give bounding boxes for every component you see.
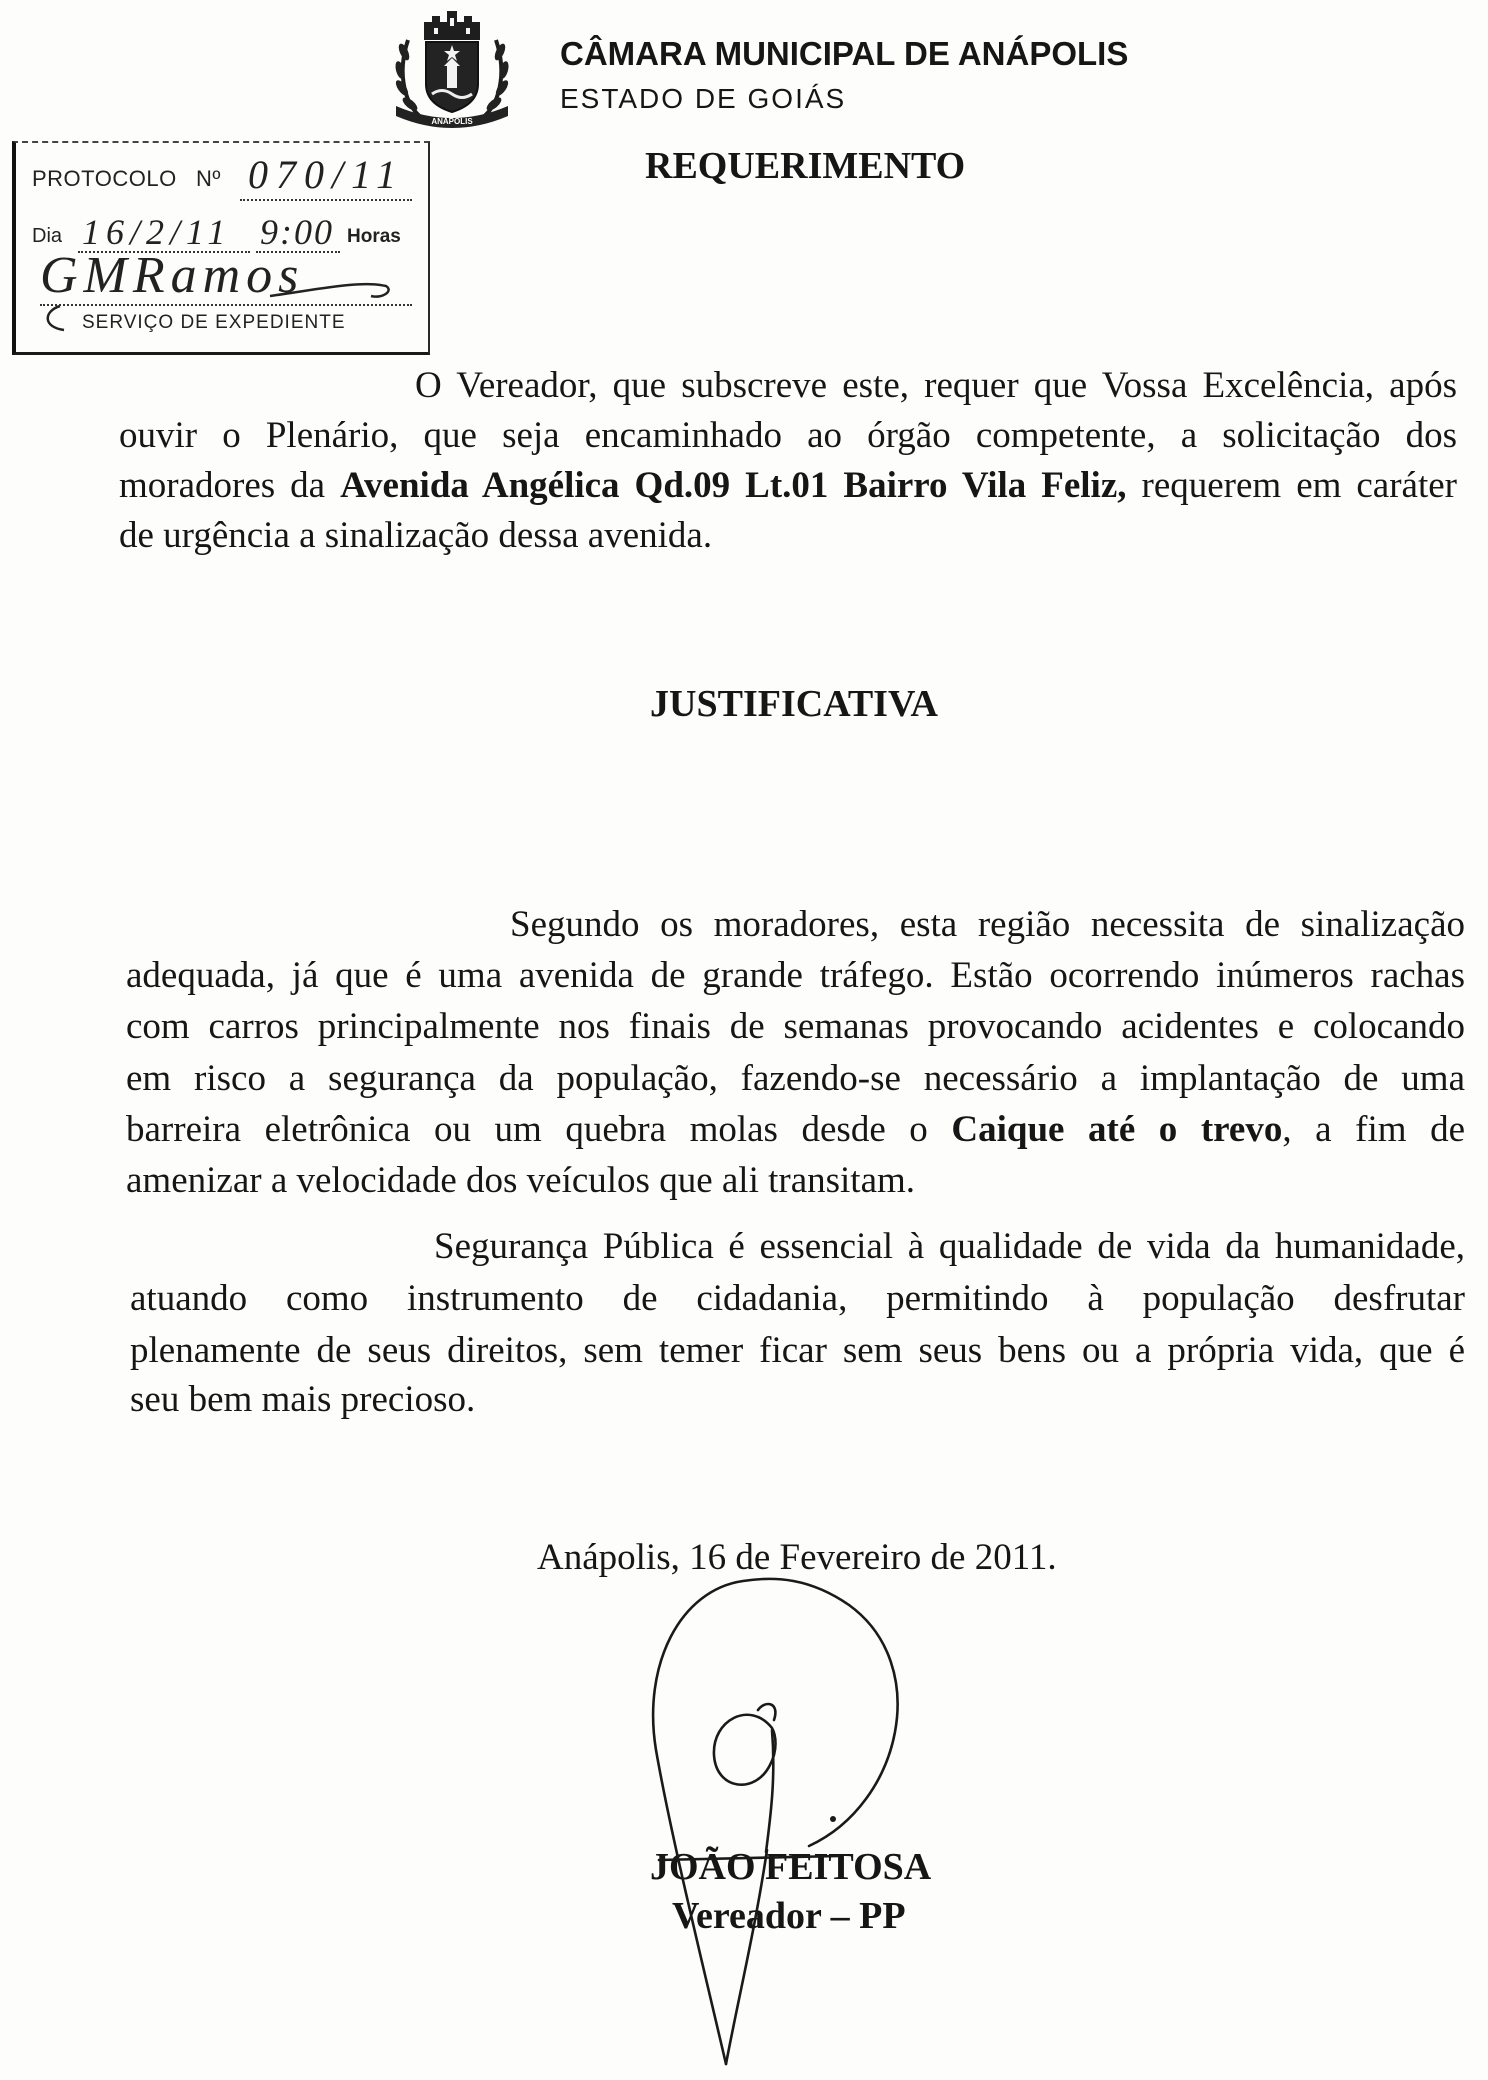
location-text: Caique até o trevo: [951, 1109, 1283, 1150]
justification-line: Segurança Pública é essencial à qualidade de vida da humanidade,: [434, 1226, 1465, 1267]
signer-role: Vereador – PP: [672, 1895, 906, 1937]
protocol-label: PROTOCOLO: [32, 166, 177, 191]
justification-text: , a fim de: [1282, 1109, 1465, 1150]
justification-line: plenamente de seus direitos, sem temer ficar sem seus bens ou a própria vida, que é: [130, 1330, 1465, 1371]
stamp-signature: GMRamos: [40, 247, 305, 304]
protocol-number: 070/11: [248, 152, 405, 197]
state-name: ESTADO DE GOIÁS: [560, 83, 847, 114]
signer-name: JOÃO FEITOSA: [650, 1846, 932, 1888]
justification-line: Segundo os moradores, esta região necessita de sinalização: [510, 904, 1465, 945]
justification-title: JUSTIFICATIVA: [650, 683, 938, 725]
date-value: 16/2/11: [82, 212, 232, 252]
request-text: moradores da: [119, 465, 341, 506]
date-label: Dia: [32, 225, 63, 247]
time-value: 9:00: [260, 212, 334, 252]
justification-text: barreira eletrônica ou um quebra molas desde o: [126, 1109, 952, 1150]
number-label: Nº: [196, 166, 221, 191]
request-title: REQUERIMENTO: [645, 145, 966, 187]
request-line: ouvir o Plenário, que seja encaminhado ao órgão competente, a solicitação dos: [119, 415, 1457, 456]
hours-label: Horas: [347, 226, 401, 247]
justification-line: [126, 1104, 1465, 1155]
justification-line: seu bem mais precioso.: [130, 1379, 476, 1420]
department-label: SERVIÇO DE EXPEDIENTE: [82, 312, 346, 333]
number-underline: [240, 199, 412, 201]
institution-name: CÂMARA MUNICIPAL DE ANÁPOLIS: [560, 35, 1129, 72]
signature-underline: [40, 304, 412, 306]
coat-of-arms: [378, 6, 526, 134]
request-line: O Vereador, que subscreve este, requer que Vossa Excelência, após: [415, 365, 1457, 406]
justification-line: atuando como instrumento de cidadania, permitindo à população desfrutar: [130, 1278, 1465, 1319]
justification-line: em risco a segurança da população, fazendo-se necessário a implantação de uma: [126, 1058, 1465, 1099]
justification-line: amenizar a velocidade dos veículos que ali transitam.: [126, 1160, 916, 1201]
request-line: [119, 460, 1457, 511]
address-text: Avenida Angélica Qd.09 Lt.01 Bairro Vila Feliz,: [340, 465, 1127, 506]
signature-drawing: [640, 1570, 940, 2070]
justification-line: com carros principalmente nos finais de semanas provocando acidentes e colocando: [126, 1006, 1465, 1047]
place-date: Anápolis, 16 de Fevereiro de 2011.: [537, 1537, 1057, 1578]
request-text: requerem em caráter: [1126, 465, 1457, 506]
seal-text: ANÁPOLIS: [431, 117, 473, 126]
justification-line: adequada, já que é uma avenida de grande tráfego. Estão ocorrendo inúmeros rachas: [126, 955, 1465, 996]
request-line: de urgência a sinalização dessa avenida.: [119, 515, 713, 556]
